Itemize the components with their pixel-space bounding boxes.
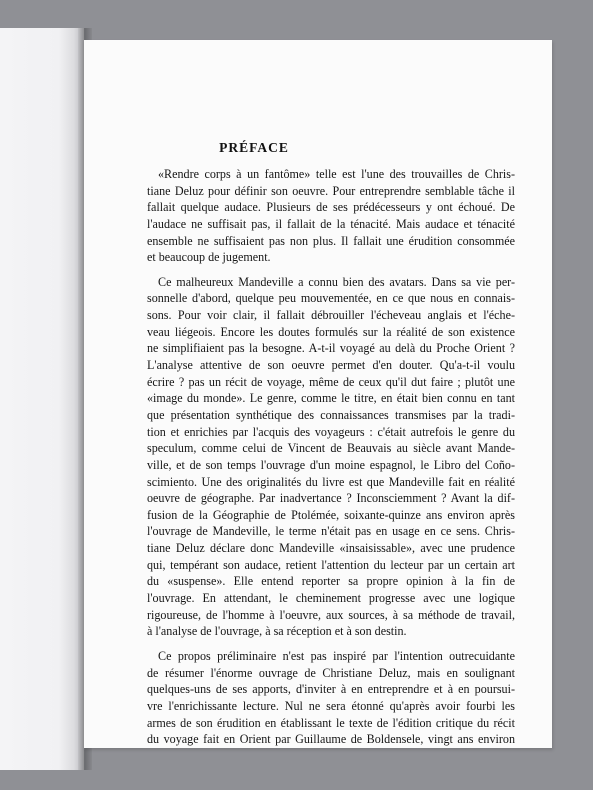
text-line: vre l'enrichissante lecture. Nul ne sera étonné qu'après avoir fourbi les — [147, 698, 515, 713]
text-line: tiane Deluz déclare donc Mandeville «insaisissable», avec une prudence — [147, 541, 515, 556]
text-line: du «suspense». Elle entend reporter sa propre opinion à la fin de — [147, 574, 515, 589]
text-line: écrire ? pas un récit de voyage, même de ceux qu'il dut faire ; plutôt une — [147, 374, 515, 389]
paragraph — [147, 166, 515, 266]
text-line: tion et enrichies par l'acquis des voyageurs : c'était autrefois le genre du — [147, 424, 515, 439]
text-line: sons. Pour voir clair, il fallait débrouiller l'écheveau anglais et l'éche- — [147, 308, 515, 323]
body-text — [147, 166, 515, 748]
text-line: Ce malheureux Mandeville a connu bien des avatars. Dans sa vie per- — [158, 274, 515, 289]
text-line: fallait quelque audace. Plusieurs de ses prédécesseurs y ont échoué. De — [147, 200, 515, 215]
text-line: armes de son érudition en établissant le texte de l'édition critique du récit — [147, 715, 515, 730]
text-line: du voyage fait en Orient par Guillaume de Boldensele, vingt ans environ — [147, 732, 515, 747]
text-line: l'ouvrage. En attendant, le cheminement progresse avec une logique — [147, 591, 515, 606]
text-line: que présentation synthétique des connaissances transmises par la tradi- — [147, 407, 515, 422]
text-line: l'audace ne suffisait pas, il fallait de la ténacité. Mais audace et ténacité — [147, 216, 515, 231]
text-line: speculum, comme celui de Vincent de Beauvais au siècle avant Mande- — [147, 441, 515, 456]
text-line: fusion de la Géographie de Ptolémée, soixante-quinze ans environ après — [147, 507, 515, 522]
text-line: Ce propos préliminaire n'est pas inspiré par l'intention outrecuidante — [158, 648, 515, 663]
text-line: ne simplifiaient pas la besogne. A-t-il voyagé au delà du Proche Orient ? — [147, 341, 515, 356]
text-line: oeuvre de géographe. Par inadvertance ? Inconsciemment ? Avant la dif- — [147, 491, 515, 506]
paragraph — [147, 274, 515, 640]
paragraph-gap — [147, 640, 515, 648]
text-line: sonnelle d'abord, quelque peu mouvementée, en ce que nous en connais- — [147, 291, 515, 306]
paragraph — [147, 648, 515, 748]
text-line: rigoureuse, de l'homme à l'oeuvre, aux sources, à sa méthode de travail, — [147, 607, 515, 622]
paragraph-gap — [147, 266, 515, 274]
page-title: PRÉFACE — [219, 140, 289, 155]
text-line: «Rendre corps à un fantôme» telle est l'une des trouvailles de Chris- — [158, 167, 515, 181]
text-line: à l'analyse de l'ouvrage, à sa réception et à son destin. — [147, 624, 407, 639]
text-line: L'analyse attentive de son oeuvre permet d'en douter. Qu'a-t-il voulu — [147, 358, 515, 373]
text-line: ensemble ne suffisaient pas non plus. Il fallait une érudition consommée — [147, 233, 515, 248]
text-line: de résumer l'énorme ouvrage de Christiane Deluz, mais en soulignant — [147, 665, 515, 680]
text-line: scimiento. Une des originalités du livre est que Mandeville fait en réalité — [147, 474, 515, 489]
text-line: quelques-uns de ses apports, d'inviter à en entreprendre et à en poursui- — [147, 682, 515, 697]
text-line: et beaucoup de jugement. — [147, 250, 271, 265]
text-line: «image du monde». Le genre, comme le titre, en était bien connu en tant — [147, 391, 515, 406]
text-line: veau liégeois. Encore les doutes formulés sur la réalité de son existence — [147, 324, 515, 339]
text-line: ville, et de son temps l'ouvrage d'un moine espagnol, le Libro del Coño- — [147, 457, 515, 472]
text-line: qui, tempérant son audace, retient l'attention du lecteur par un certain art — [147, 557, 515, 572]
text-line: l'ouvrage de Mandeville, le terme n'était pas en usage en ce sens. Chris- — [147, 524, 515, 539]
text-line: tiane Deluz pour définir son oeuvre. Pour entreprendre semblable tâche il — [147, 183, 515, 198]
